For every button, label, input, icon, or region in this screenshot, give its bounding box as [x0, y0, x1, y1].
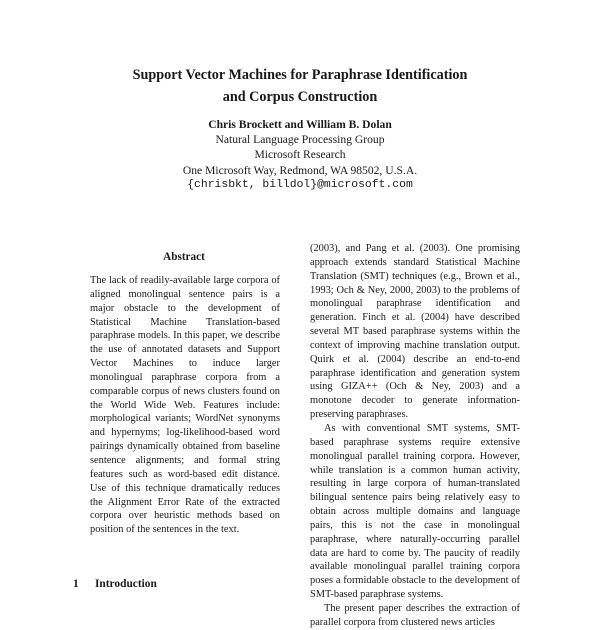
right-paragraph-3: The present paper describes the extraction of parallel corpora from clustered news articles	[310, 602, 520, 628]
author-block	[0, 117, 600, 193]
affiliation-group: Natural Language Processing Group	[215, 133, 385, 147]
abstract-heading: Abstract	[163, 251, 205, 263]
paper-title	[0, 64, 600, 108]
affiliation-address: One Microsoft Way, Redmond, WA 98502, U.S.A.	[182, 163, 418, 177]
section-number: 1	[73, 578, 79, 590]
paper-title-line-1: Support Vector Machines for Paraphrase Identification	[132, 67, 468, 83]
paper-title-line-2: and Corpus Construction	[222, 89, 378, 105]
author-email: {chrisbkt, billdol}@microsoft.com	[187, 178, 413, 191]
section-title: Introduction	[95, 578, 157, 590]
author-names: Chris Brockett and William B. Dolan	[208, 118, 392, 131]
right-paragraph-2: As with conventional SMT systems, SMT-based paraphrase systems require extensive monolingual parallel training corpora. However, while translation is a common human activity, resulting in large corpora of human-translated bilingual sentence pairs being relatively easy to obtain across multiple domains and language pairs, this is not the case in monolingual paraphrase, where naturally-occurring parallel data are hard to come by. The paucity of readily available monolingual parallel training corpora poses a formidable obstacle to the development of SMT-based paraphrase systems.	[310, 422, 520, 601]
abstract-text: The lack of readily-available large corpora of aligned monolingual sentence pairs is a major obstacle to the development of Statistical Machine Translation-based paraphrase models. In this paper, we describe the use of annotated datasets and Support Vector Machines to induce larger monolingual paraphrase corpora from a comparable corpus of news clusters found on the World Wide Web. Features include: morphological variants; WordNet synonyms and hypernyms; log-likelihood-based word pairings dynamically obtained from baseline sentence alignments; and formal string features such as word-based edit distance. Use of this technique dramatically reduces the Alignment Error Rate of the extracted corpora over heuristic methods based on position of the sentences in the text.	[90, 275, 280, 536]
abstract-body	[90, 274, 280, 537]
affiliation-org: Microsoft Research	[254, 148, 346, 162]
right-column-body	[310, 242, 520, 628]
section-heading-introduction	[73, 578, 157, 590]
right-paragraph-1: (2003), and Pang et al. (2003). One promising approach extends standard Statistical Machine Translation (SMT) techniques (e.g., Brown et al., 1993; Och & Ney, 2000, 2003) to the problems of monolingual paraphrase identification and generation. Finch et al. (2004) have described several MT based paraphrase systems within the context of improving machine translation output. Quirk et al. (2004) describe an end-to-end paraphrase identification and generation system using GIZA++ (Och & Ney, 2003) and a monotone decoder to generate information-preserving paraphrases.	[310, 243, 520, 421]
